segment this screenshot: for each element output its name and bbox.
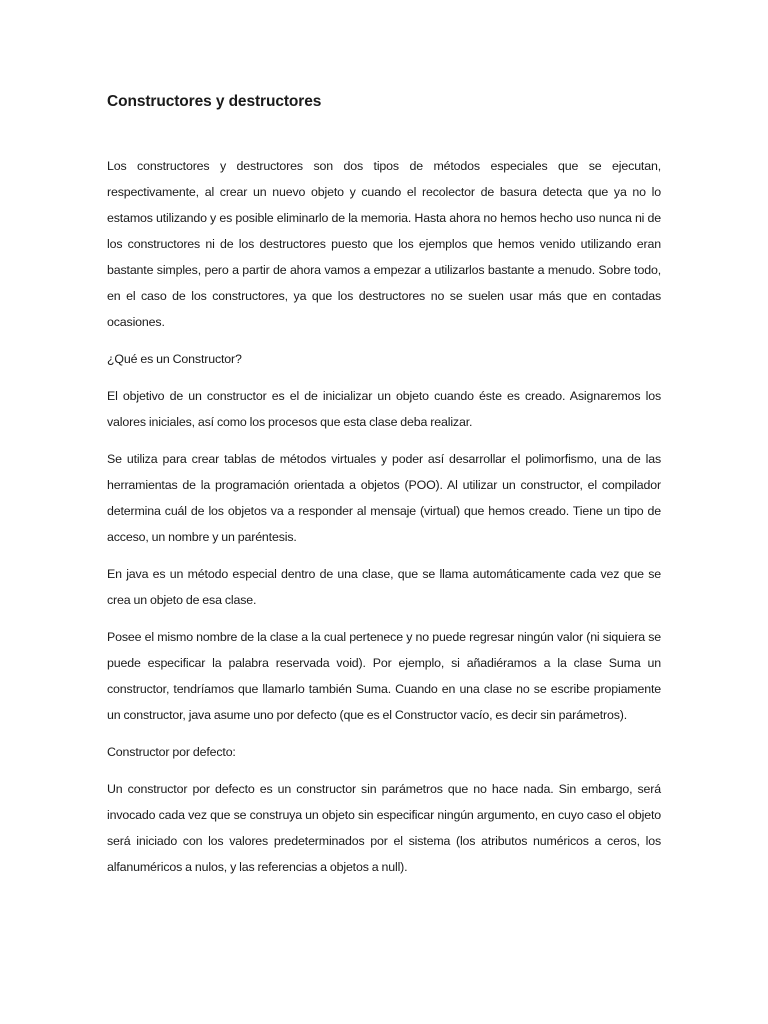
paragraph-objective: El objetivo de un constructor es el de inicializar un objeto cuando éste es creado. Asignaremos los valores iniciales, así como los procesos que esta clase deba realizar. bbox=[107, 389, 661, 429]
document-title: Constructores y destructores bbox=[107, 93, 322, 110]
paragraph-same-name: Posee el mismo nombre de la clase a la cual pertenece y no puede regresar ningún valor (ni siquiera se puede especificar la palabra reservada void). Por ejemplo, si añadiéramos a la clase Suma un constructor, tendríamos que llamarlo también Suma. Cuando en una clase no se escribe propiamente un constructor, java asume uno por defecto (que es el Constructor vacío, es decir sin parámetros). bbox=[107, 630, 661, 722]
paragraph-default-constructor: Un constructor por defecto es un constructor sin parámetros que no hace nada. Sin embargo, será invocado cada vez que se construya un objeto sin especificar ningún argumento, en cuyo caso el objeto será iniciado con los valores predeterminados por el sistema (los atributos numéricos a ceros, los alfanuméricos a nulos, y las referencias a objetos a null). bbox=[107, 782, 661, 874]
paragraph-default-constructor-heading: Constructor por defecto: bbox=[107, 745, 236, 759]
paragraph-java-method: En java es un método especial dentro de una clase, que se llama automáticamente cada vez que se crea un objeto de esa clase. bbox=[107, 567, 661, 607]
paragraph-virtual-tables: Se utiliza para crear tablas de métodos virtuales y poder así desarrollar el polimorfismo, una de las herramientas de la programación orientada a objetos (POO). Al utilizar un constructor, el compilador determina cuál de los objetos va a responder al mensaje (virtual) que hemos creado. Tiene un tipo de acceso, un nombre y un paréntesis. bbox=[107, 452, 661, 544]
paragraph-question-constructor: ¿Qué es un Constructor? bbox=[107, 352, 242, 366]
paragraph-intro: Los constructores y destructores son dos tipos de métodos especiales que se ejecutan, respectivamente, al crear un nuevo objeto y cuando el recolector de basura detecta que ya no lo estamos utilizando y es posible eliminarlo de la memoria. Hasta ahora no hemos hecho uso nunca ni de los constructores ni de los destructores puesto que los ejemplos que hemos venido utilizando eran bastante simples, pero a partir de ahora vamos a empezar a utilizarlos bastante a menudo. Sobre todo, en el caso de los constructores, ya que los destructores no se suelen usar más que en contadas ocasiones. bbox=[107, 159, 661, 329]
document-body bbox=[107, 153, 661, 880]
